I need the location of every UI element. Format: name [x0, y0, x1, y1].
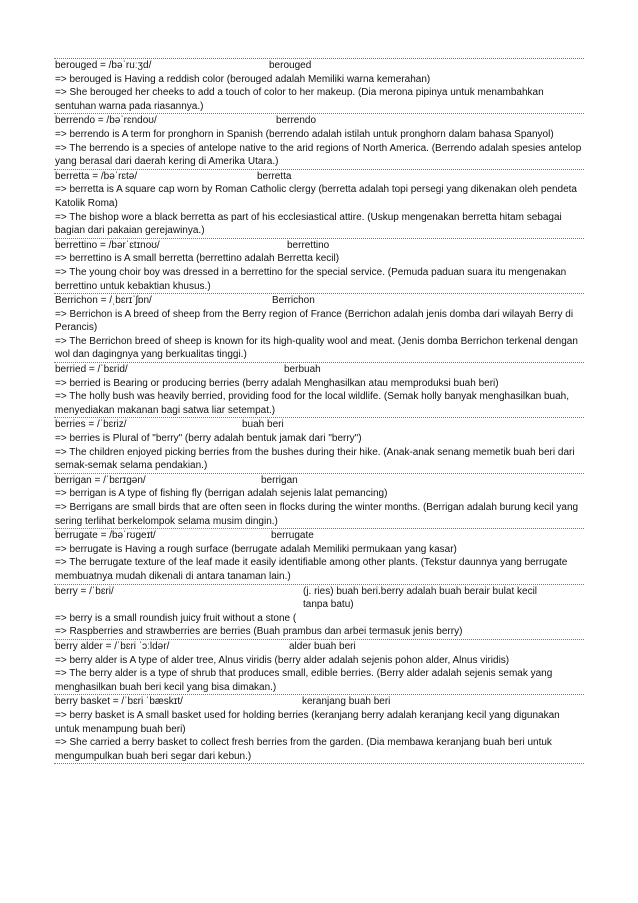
headword: berry = /ˈbɛri/ — [55, 585, 114, 597]
entry-head — [54, 170, 584, 184]
headword: berouged = /bəˈruːʒd/ — [55, 60, 152, 71]
example: => The bishop wore a black berretta as part of his ecclesiastical attire. (Uskup mengenakan berretta hitam sebagai bagian dari pakaian gerejawinya.) — [55, 211, 562, 237]
definition: => berry alder is A type of alder tree, Alnus viridis (berry alder adalah sejenis pohon alder, Alnus viridis) — [55, 654, 510, 666]
example: => The children enjoyed picking berries from the bushes during their hike. (Anak-anak senang memetik buah beri dari semak-semak selama pendakian.) — [55, 446, 575, 472]
example: => The Berrichon breed of sheep is known for its high-quality wool and meat. (Jenis domba Berrichon terkenal dengan wol dan dagingnya yang berkualitas tinggi.) — [55, 335, 578, 361]
translation: berrugate — [271, 530, 314, 542]
definition: => berrigan is A type of fishing fly (berrigan adalah sejenis lalat pemancing) — [55, 488, 388, 500]
definition: => berrendo is A term for pronghorn in Spanish (berrendo adalah istilah untuk pronghorn dalam bahasa Spanyol) — [55, 128, 554, 140]
entry-berried — [54, 362, 584, 417]
translation: buah beri — [242, 419, 284, 431]
entry-head — [54, 418, 584, 432]
entry-berrugate — [54, 528, 584, 583]
example: => Raspberries and strawberries are berries (Buah prambus dan arbei termasuk jenis berry) — [55, 626, 463, 638]
headword: berrugate = /bəˈrʊɡeɪt/ — [55, 530, 156, 542]
definition: => berry is a small roundish juicy fruit without a stone ( — [55, 612, 297, 624]
entry-head — [54, 695, 584, 709]
entry-berry — [54, 584, 584, 639]
definition: => berries is Plural of "berry" (berry adalah bentuk jamak dari "berry") — [55, 433, 362, 445]
example: => The young choir boy was dressed in a berrettino for the special service. (Pemuda paduan suara itu mengenakan berrettino untuk kebaktian khusus.) — [55, 266, 567, 292]
entry-head — [54, 294, 584, 308]
entry-berry-basket — [54, 694, 584, 764]
example: => She carried a berry basket to collect fresh berries from the garden. (Dia membawa keranjang buah beri untuk mengumpulkan buah beri segar dari kebun.) — [55, 737, 552, 762]
translation: berrendo — [276, 115, 317, 127]
entry-berouged — [54, 58, 584, 113]
entry-berretta — [54, 169, 584, 238]
headword: berrigan = /ˈbɛrɪɡən/ — [55, 474, 146, 486]
translation: Berrichon — [272, 295, 315, 307]
dictionary-sheet — [54, 58, 584, 764]
example: => She berouged her cheeks to add a touch of color to her makeup. (Dia merona pipinya untuk menambahkan sentuhan warna pada riasannya.) — [55, 87, 544, 112]
entry-head — [54, 363, 584, 377]
example: => Berrigans are small birds that are often seen in flocks during the winter months. (Berrigan adalah burung kecil yang sering terlihat berkelompok selama musim dingin.) — [55, 502, 579, 527]
translation: berrettino — [287, 239, 330, 251]
definition: => berrugate is Having a rough surface (berrugate adalah Memiliki permukaan yang kasar) — [55, 543, 457, 555]
headword: berrettino = /bərˈɛtɪnoʊ/ — [55, 239, 160, 251]
example: => The holly bush was heavily berried, providing food for the local wildlife. (Semak holly banyak menghasilkan buah, menyediakan makanan bagi satwa liar setempat.) — [55, 391, 569, 416]
definition: => berried is Bearing or producing berries (berry adalah Menghasilkan atau memproduksi buah beri) — [55, 377, 499, 389]
example: => The berrendo is a species of antelope native to the arid regions of North America. (Berrendo adalah spesies antelop yang berasal dari daerah kering di Amerika Utara.) — [55, 142, 582, 168]
example: => The berrugate texture of the leaf made it easily identifiable among other plants. (Tekstur daunnya yang berrugate membuatnya mudah dikenali di antara tanaman lain.) — [55, 557, 568, 582]
headword: Berrichon = /ˌbɛrɪˈʃɒn/ — [55, 295, 152, 307]
headword: berries = /ˈbɛriz/ — [55, 419, 127, 431]
headword: berry basket = /ˈbɛri ˈbæskɪt/ — [55, 696, 183, 708]
definition: => berry basket is A small basket used for holding berries (keranjang berry adalah keranjang kecil yang digunakan untuk menampung buah beri) — [55, 709, 560, 735]
entry-head — [54, 239, 584, 253]
definition: => berretta is A square cap worn by Roman Catholic clergy (berretta adalah topi persegi yang dikenakan oleh pendeta Katolik Roma) — [55, 184, 577, 209]
entry-berries — [54, 417, 584, 472]
headword: berretta = /bəˈrɛtə/ — [55, 170, 138, 182]
headword: berry alder = /ˈbɛri ˈɔːldər/ — [55, 640, 170, 652]
entry-berrichon — [54, 293, 584, 362]
translation: berouged — [269, 60, 312, 71]
entry-berrendo — [54, 113, 584, 168]
translation: alder buah beri — [289, 640, 356, 652]
definition: => berrettino is A small berretta (berrettino adalah Berretta kecil) — [55, 253, 340, 265]
entry-head — [54, 59, 584, 73]
headword: berried = /ˈbɛrid/ — [55, 364, 128, 376]
entry-head — [54, 529, 584, 543]
entry-head — [54, 585, 584, 612]
entry-head — [54, 640, 584, 654]
entry-head — [54, 474, 584, 488]
entry-head — [54, 114, 584, 128]
entry-berrigan — [54, 473, 584, 528]
entry-berrettino — [54, 238, 584, 293]
translation: berbuah — [284, 364, 321, 376]
entry-berry-alder — [54, 639, 584, 694]
translation: keranjang buah beri — [302, 696, 391, 708]
definition: => Berrichon is A breed of sheep from the Berry region of France (Berrichon adalah jenis domba dari wilayah Berry di Perancis) — [55, 308, 574, 334]
translation: berretta — [257, 170, 292, 182]
example: => The berry alder is a type of shrub that produces small, edible berries. (Berry alder adalah sejenis semak yang menghasilkan buah beri kecil yang bisa dimakan.) — [55, 668, 553, 693]
headword: berrendo = /bəˈrɛndoʊ/ — [55, 115, 157, 127]
translation: berrigan — [261, 474, 298, 486]
translation: (j. ries) buah beri.berry adalah buah berair bulat kecil tanpa batu) — [303, 585, 538, 611]
definition: => berouged is Having a reddish color (berouged adalah Memiliki warna kemerahan) — [55, 73, 431, 85]
